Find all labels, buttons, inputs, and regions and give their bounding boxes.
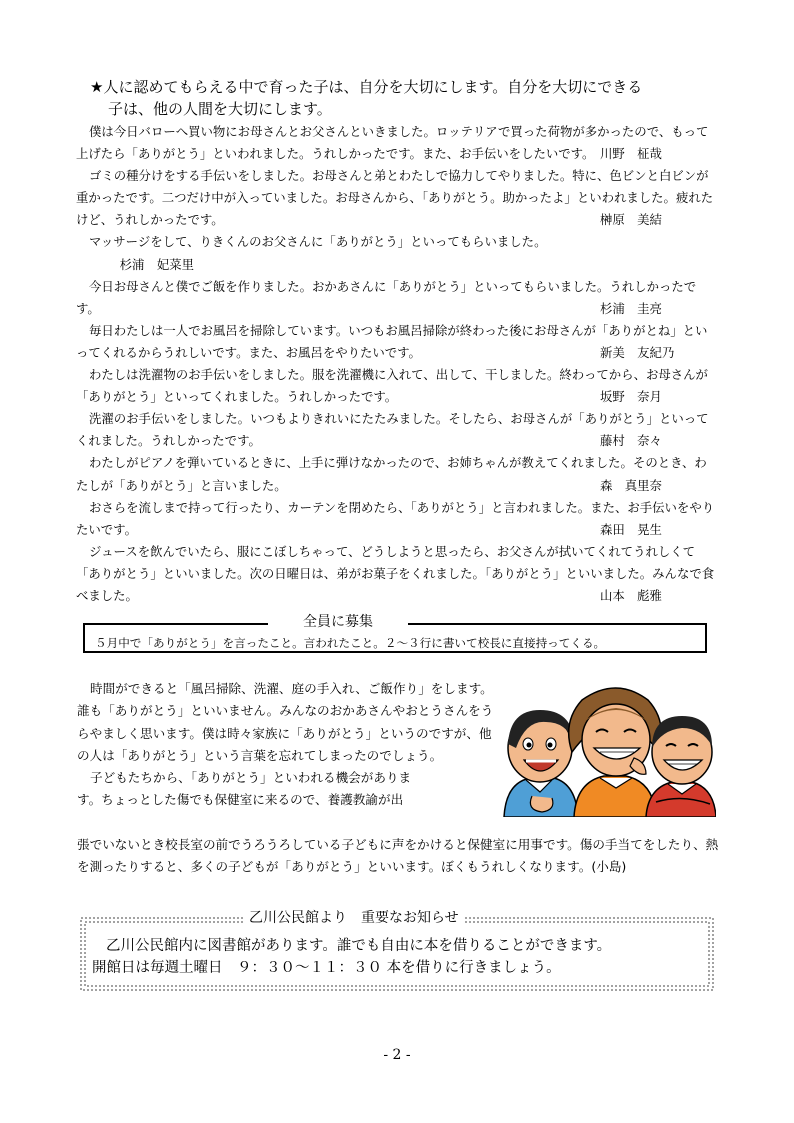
essay-text: おさらを流しまで持って行ったり、カーテンを閉めたら、「ありがとう」と言われました。また、お手伝いをやりたいです。	[76, 499, 715, 537]
essay-text: 今日お母さんと僕でご飯を作りました。おかあさんに「ありがとう」といってもらいました。うれしかったです。	[76, 278, 697, 316]
column-paragraph-1: 時間ができると「風呂掃除、洗濯、庭の手入れ、ご飯作り」をします。誰も「ありがとう」といいません。みんなのおかあさんやおとうさんをうらやましく思います。僕は時々家族に「ありがとう」というのですが、他の人は「ありがとう」という言葉を忘れてしまったのでしょう。	[77, 681, 494, 763]
children-laughing-illustration	[496, 682, 716, 817]
notice-line-1-text: 乙川公民館内に図書館があります。誰でも自由に本を借りることができます。	[106, 938, 612, 954]
recruit-title: 全員に募集	[268, 612, 408, 632]
essay-author: 新美 友紀乃	[600, 344, 675, 360]
essay-author: 坂野 奈月	[600, 389, 662, 405]
essay-author: 杉浦 圭亮	[600, 300, 662, 316]
middle-girl-figure	[569, 688, 662, 817]
principal-column-continued	[77, 834, 719, 879]
essay-text: 毎日わたしは一人でお風呂を掃除しています。いつもお風呂掃除が終わった後にお母さんが「ありがとね」といってくれるからうれしいです。また、お風呂をやりたいです。	[76, 322, 708, 360]
essay-item	[76, 231, 718, 275]
essay-text: わたしがピアノを弾いているときに、上手に弾けなかったので、お姉ちゃんが教えてくれました。そのとき、わたしが「ありがとう」と言いました。	[76, 455, 707, 493]
lead-line-2: 子は、他の人間を大切にします。	[108, 100, 332, 118]
essay-text: マッサージをして、りきくんのお父さんに「ありがとう」といってもらいました。	[89, 234, 547, 250]
essay-item	[76, 541, 718, 607]
essay-text: ジュースを飲んでいたら、服にこぼしちゃって、どうしようと思ったら、お父さんが拭いてくれてうれしくて「ありがとう」といいました。次の日曜日は、弟がお菓子をくれました。「ありがとう」といいました。みんなで食べました。	[76, 543, 715, 603]
essay-author: 杉浦 妃菜里	[119, 256, 194, 272]
essay-text: 僕は今日バローへ買い物にお母さんとお父さんといきました。ロッテリアで買った荷物が多かったので、もって上げたら「ありがとう」といわれました。うれしかったです。また、お手伝いをしたいです。	[76, 124, 709, 162]
essay-item	[76, 408, 718, 452]
essay-author: 森田 晃生	[600, 521, 662, 537]
page-number: - 2 -	[383, 1047, 411, 1063]
student-essays	[76, 121, 718, 607]
essay-item	[76, 364, 718, 408]
essay-item	[76, 497, 718, 541]
principal-column	[77, 678, 495, 812]
essay-author: 山本 彪雅	[600, 587, 662, 603]
essay-item	[76, 121, 718, 165]
recruit-body: ５月中で「ありがとう」を言ったこと。言われたこと。２～３行に書いて校長に直接持ってくる。	[95, 636, 606, 650]
notice-line-2: 開館日は毎週土曜日 ９：３０～１１：３０ 本を借りに行きましょう。	[92, 960, 561, 976]
column-paragraph-2a: 子どもたちから、「ありがとう」といわれる機会がありま	[90, 770, 412, 786]
lead-line-1: ★人に認めてもらえる中で育った子は、自分を大切にします。自分を大切にできる	[90, 78, 643, 96]
column-paragraph-2c: 張でいないとき校長室の前でうろうろしている子どもに声をかけると保健室に用事です。傷の手当てをしたり、熱を測ったりすると、多くの子どもが「ありがとう」といいます。ぼくもうれしくなります。(小島)	[77, 837, 719, 875]
essay-author: 榊原 美結	[600, 212, 662, 228]
essay-author: 森 真里奈	[600, 477, 662, 493]
column-paragraph-2b: す。ちょっとした傷でも保健室に来るので、養護教諭が出	[77, 792, 404, 808]
essay-item	[76, 320, 718, 364]
essay-text: ゴミの種分けをする手伝いをしました。お母さんと弟とわたしで協力してやりました。特に、色ビンと白ビンが重かったです。二つだけ中が入っていました。お母さんから、「ありがとう。助かったよ」といわれました。疲れたけど、うれしかったです。	[76, 168, 714, 228]
essay-item	[76, 452, 718, 496]
essay-author: 川野 柾哉	[600, 146, 662, 162]
essay-item	[76, 165, 718, 231]
essay-text: 洗濯のお手伝いをしました。いつもよりきれいにたたみました。そしたら、お母さんが「ありがとう」といってくれました。うれしかったです。	[76, 411, 709, 449]
notice-line-1	[92, 936, 611, 956]
right-boy-figure	[646, 716, 716, 817]
essay-text: わたしは洗濯物のお手伝いをしました。服を洗濯機に入れて、出して、干しました。終わってから、お母さんが「ありがとう」といってくれました。うれしかったです。	[76, 367, 708, 405]
essay-author: 藤村 奈々	[600, 433, 662, 449]
lead-statement	[90, 76, 725, 120]
essay-item	[76, 276, 718, 320]
left-boy-figure	[504, 710, 578, 817]
notice-title: 乙川公民館より 重要なお知らせ	[245, 908, 463, 928]
